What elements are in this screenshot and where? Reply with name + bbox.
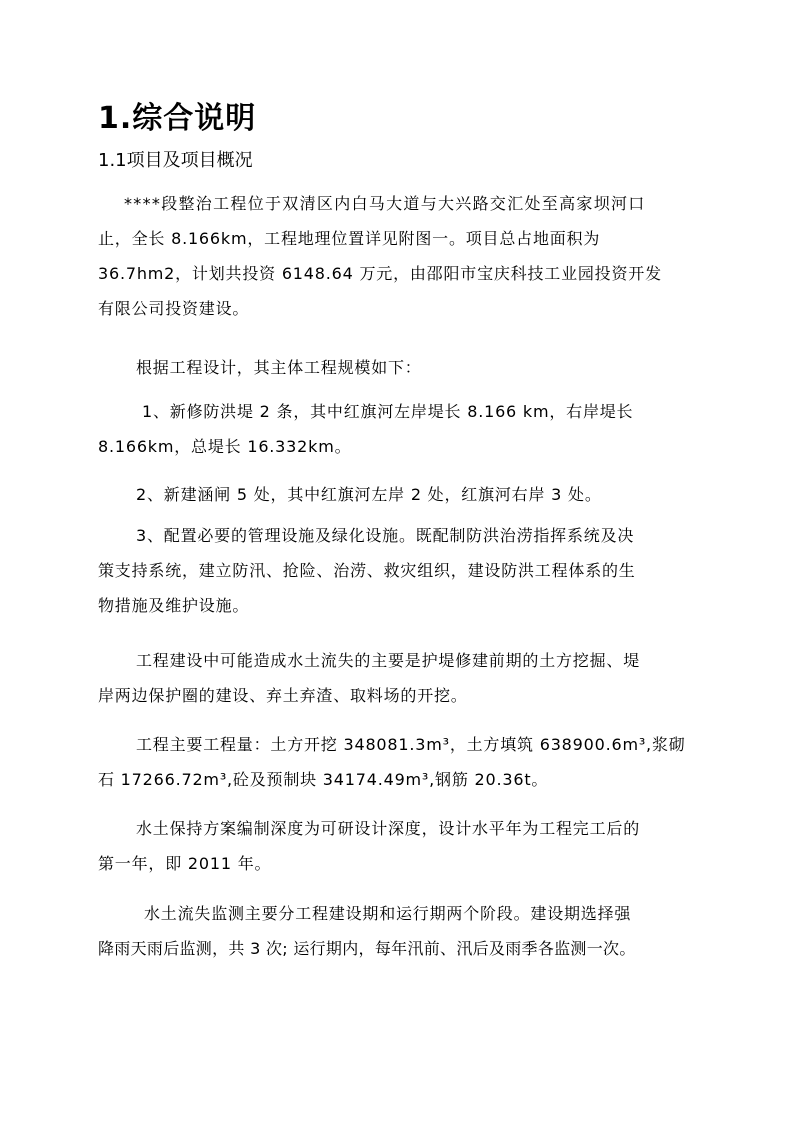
paragraph-soil-erosion-cause <box>98 643 698 713</box>
paragraph-line: 工程建设中可能造成水土流失的主要是护堤修建前期的土方挖掘、堤 <box>136 651 641 670</box>
paragraph-line: 有限公司投资建设。 <box>98 299 250 318</box>
paragraph-line: 36.7hm2，计划共投资 6148.64 万元，由邵阳市宝庆科技工业园投资开发 <box>98 264 662 283</box>
paragraph-line: 8.166km，总堤长 16.332km。 <box>98 437 352 456</box>
paragraph-item-3 <box>98 518 698 623</box>
paragraph-line: 工程主要工程量：土方开挖 348081.3m³，土方填筑 638900.6m³,浆砌 <box>136 735 686 754</box>
paragraph-line: 3、配置必要的管理设施及绿化设施。既配制防洪治涝指挥系统及决 <box>136 526 635 545</box>
paragraph-item-1 <box>98 394 698 464</box>
paragraph-line: 物措施及维护设施。 <box>98 596 250 615</box>
paragraph-scale-intro <box>98 350 698 385</box>
paragraph-quantities <box>98 727 698 797</box>
paragraph-item-2 <box>98 477 698 512</box>
paragraph-monitoring <box>98 896 698 966</box>
paragraph-line: 策支持系统，建立防汛、抢险、治涝、救灾组织，建设防洪工程体系的生 <box>98 561 636 580</box>
paragraph-line: 止，全长 8.166km，工程地理位置详见附图一。项目总占地面积为 <box>98 229 601 248</box>
paragraph-line: 石 17266.72m³,砼及预制块 34174.49m³,钢筋 20.36t。 <box>98 770 549 789</box>
paragraph-line: 2、新建涵闸 5 处，其中红旗河左岸 2 处，红旗河右岸 3 处。 <box>136 485 602 504</box>
paragraph-project-location <box>98 186 698 326</box>
paragraph-line: 水土流失监测主要分工程建设期和运行期两个阶段。建设期选择强 <box>144 904 632 923</box>
section-heading: 1.综合说明 <box>98 101 257 136</box>
paragraph-line: 水土保持方案编制深度为可研设计深度，设计水平年为工程完工后的 <box>136 819 641 838</box>
paragraph-line: 降雨天雨后监测，共 3 次; 运行期内，每年汛前、汛后及雨季各监测一次。 <box>98 939 636 958</box>
paragraph-line: 岸两边保护圈的建设、弃土弃渣、取料场的开挖。 <box>98 686 468 705</box>
paragraph-line: 1、新修防洪堤 2 条，其中红旗河左岸堤长 8.166 km，右岸堤长 <box>142 402 634 421</box>
paragraph-line: ****段整治工程位于双清区内白马大道与大兴路交汇处至高家坝河口 <box>124 194 646 213</box>
paragraph-line: 根据工程设计，其主体工程规模如下： <box>136 358 422 377</box>
paragraph-design-depth <box>98 811 698 881</box>
subsection-heading: 1.1项目及项目概况 <box>98 150 253 171</box>
paragraph-line: 第一年，即 2011 年。 <box>98 854 272 873</box>
